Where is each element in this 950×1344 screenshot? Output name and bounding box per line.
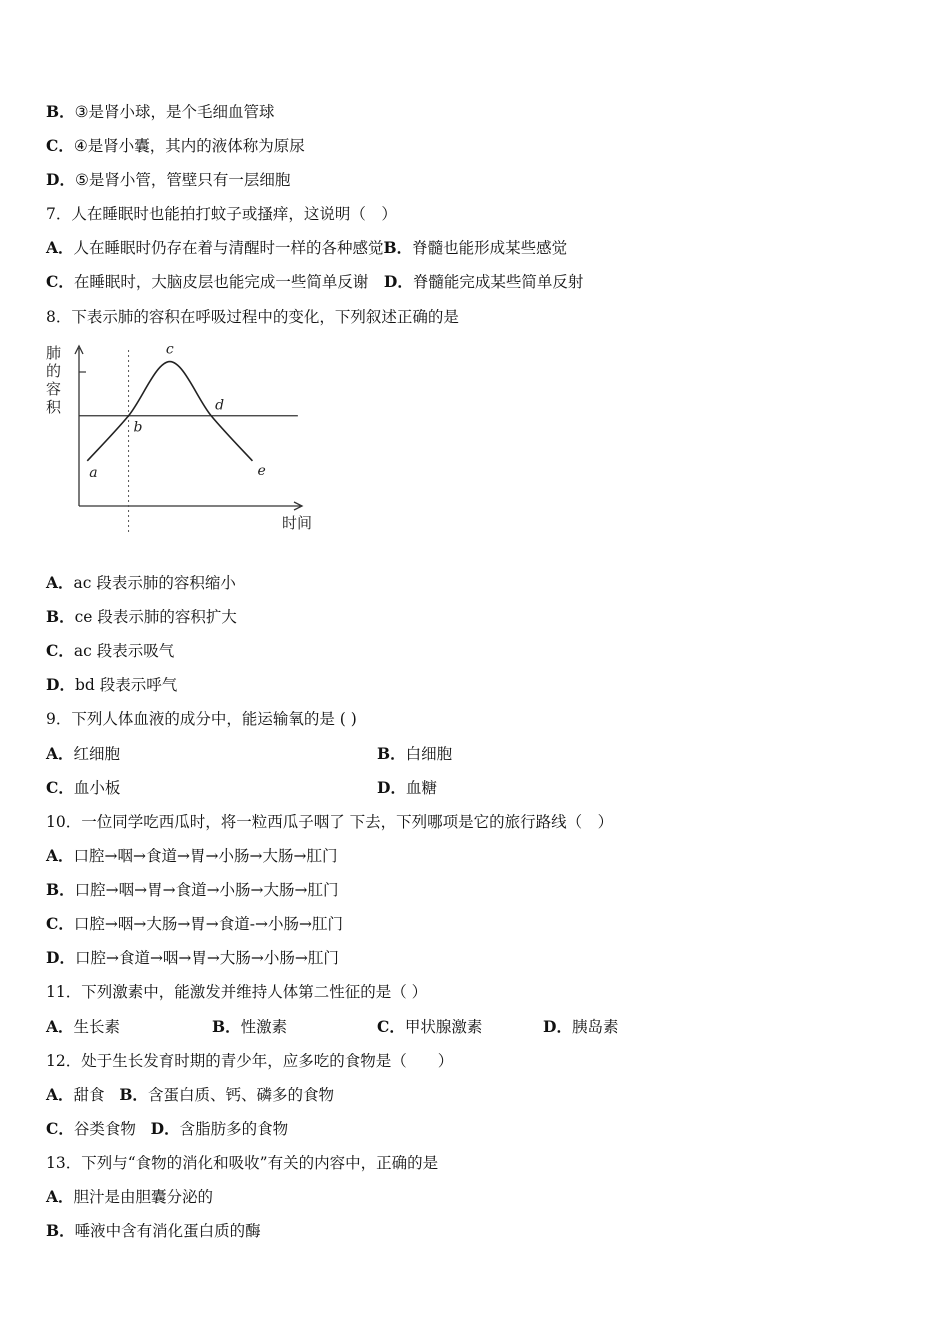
q7-options-row2: C．在睡眠时，大脑皮层也能完成一些简单反谢 D．脊髓能完成某些简单反射	[46, 272, 584, 291]
q9-option-a: A．红细胞	[46, 744, 121, 763]
q10-option-d: D．口腔→食道→咽→胃→大肠→小肠→肛门	[46, 948, 339, 967]
y-axis-label-char: 肺	[46, 344, 62, 362]
q9-stem: 9．下列人体血液的成分中，能运输氧的是 ( )	[46, 710, 357, 728]
q13-stem: 13．下列与“食物的消化和吸收”有关的内容中，正确的是	[46, 1154, 439, 1172]
q8-stem: 8．下表示肺的容积在呼吸过程中的变化，下列叙述正确的是	[46, 308, 459, 326]
q8-option-b: B．ce 段表示肺的容积扩大	[46, 607, 237, 626]
q12-options-row2: C．谷类食物 D．含脂肪多的食物	[46, 1119, 289, 1138]
y-axis-label	[46, 344, 62, 416]
q10-stem: 10．一位同学吃西瓜时，将一粒西瓜子咽了 下去，下列哪项是它的旅行路线（ ）	[46, 813, 614, 831]
q12-options-row1: A．甜食 B．含蛋白质、钙、磷多的食物	[46, 1085, 334, 1104]
q10-option-b: B．口腔→咽→胃→食道→小肠→大肠→肛门	[46, 880, 339, 899]
point-label-c: c	[165, 341, 174, 358]
x-axis-label: 时间	[282, 514, 313, 532]
q13-option-a: A．胆汁是由胆囊分泌的	[46, 1187, 214, 1206]
q8-option-d: D．bd 段表示呼气	[46, 675, 178, 694]
q9-option-b: B．白细胞	[377, 744, 453, 763]
q9-option-d: D．血糖	[377, 778, 437, 797]
q11-stem: 11．下列激素中，能激发并维持人体第二性征的是（ ）	[46, 983, 428, 1001]
q8-option-c: C．ac 段表示吸气	[46, 641, 175, 660]
y-axis-label-char: 积	[46, 398, 62, 416]
point-label-a: a	[89, 464, 98, 481]
lung-volume-chart	[44, 338, 344, 543]
q11-option-b: B．性激素	[212, 1017, 288, 1036]
point-label-d: d	[215, 397, 225, 414]
q11-option-a: A．生长素	[46, 1017, 121, 1036]
q8-option-a: A．ac 段表示肺的容积缩小	[46, 573, 236, 592]
y-axis-label-char: 的	[46, 362, 62, 380]
q7-options-row1: A．人在睡眠时仍存在着与清醒时一样的各种感觉B．脊髓也能形成某些感觉	[46, 238, 568, 257]
q11-option-c: C．甲状腺激素	[377, 1017, 483, 1036]
point-label-b: b	[133, 419, 143, 436]
q7-stem: 7．人在睡眠时也能拍打蚊子或搔痒，这说明（ ）	[46, 205, 397, 223]
q10-option-c: C．口腔→咽→大肠→胃→食道-→小肠→肛门	[46, 914, 344, 933]
q6-option-c: C．④是肾小囊，其内的液体称为原尿	[46, 136, 305, 155]
q6-option-b: B．③是肾小球，是个毛细血管球	[46, 102, 275, 121]
q12-stem: 12．处于生长发育时期的青少年，应多吃的食物是（ ）	[46, 1052, 454, 1070]
q9-option-c: C．血小板	[46, 778, 121, 797]
q11-option-d: D．胰岛素	[543, 1017, 619, 1036]
q13-option-b: B．唾液中含有消化蛋白质的酶	[46, 1221, 261, 1240]
q10-option-a: A．口腔→咽→食道→胃→小肠→大肠→肛门	[46, 846, 338, 865]
y-axis-label-char: 容	[46, 380, 62, 398]
q6-option-d: D．⑤是肾小管，管壁只有一层细胞	[46, 170, 291, 189]
lung-volume-curve	[87, 362, 252, 461]
point-label-e: e	[257, 462, 266, 479]
